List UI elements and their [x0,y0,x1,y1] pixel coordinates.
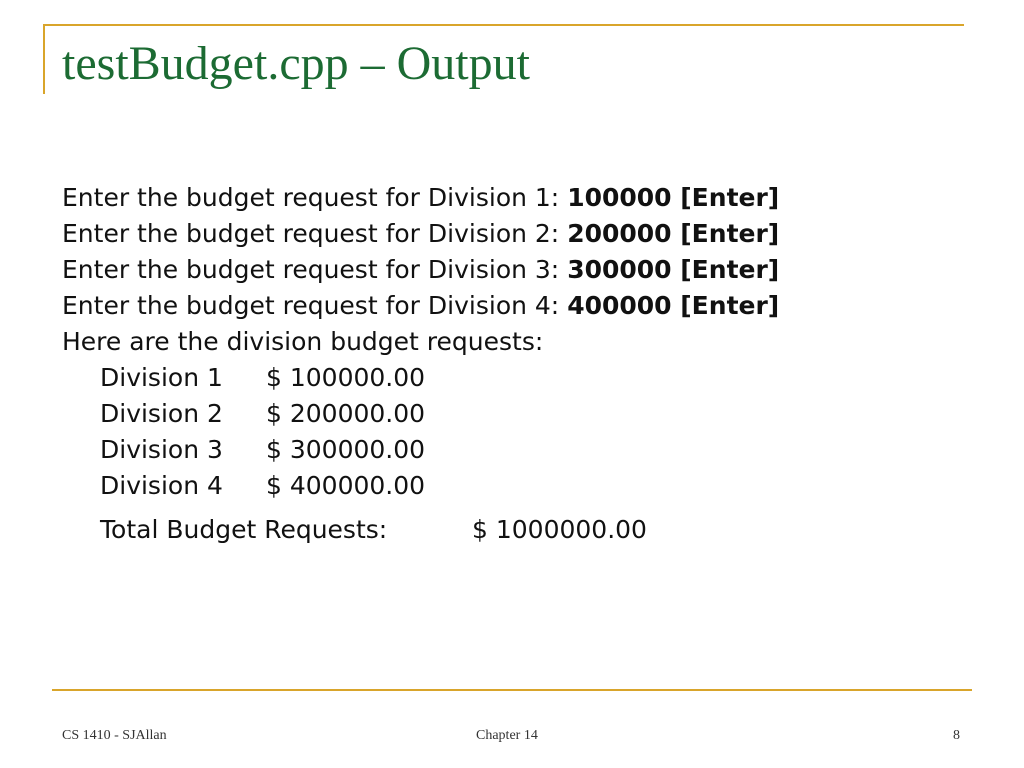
footer-chapter: Chapter 14 [476,728,538,743]
division-row [100,432,962,468]
prompt-line-1 [62,180,962,216]
division-row [100,468,962,504]
prompt-text: Enter the budget request for Division 4: [62,291,568,320]
division-row [100,360,962,396]
title-frame-left-rule [43,24,45,94]
prompt-line-3 [62,252,962,288]
user-input: 400000 [Enter] [567,291,780,320]
total-amount: $ 1000000.00 [472,515,647,544]
prompt-text: Enter the budget request for Division 2: [62,219,568,248]
slide-title: testBudget.cpp – Output [62,37,530,90]
division-label: Division 1 [100,363,223,392]
division-amount: $ 300000.00 [266,435,426,464]
division-amount: $ 400000.00 [266,471,426,500]
footer-rule [52,689,972,691]
prompt-line-2 [62,216,962,252]
prompt-text: Enter the budget request for Division 1: [62,183,568,212]
division-row [100,396,962,432]
page-number: 8 [953,728,960,743]
prompt-text: Enter the budget request for Division 3: [62,255,568,284]
division-label: Division 3 [100,435,223,464]
division-amount: $ 200000.00 [266,399,426,428]
division-amount: $ 100000.00 [266,363,426,392]
footer-course: CS 1410 - SJAllan [62,728,167,743]
division-list [100,360,962,504]
program-output [62,180,962,548]
user-input: 300000 [Enter] [567,255,780,284]
title-frame-top-rule [43,24,964,26]
division-label: Division 2 [100,399,223,428]
total-row [100,512,962,548]
summary-header: Here are the division budget requests: [62,327,544,356]
prompt-line-4 [62,288,962,324]
user-input: 200000 [Enter] [567,219,780,248]
division-label: Division 4 [100,471,223,500]
total-label: Total Budget Requests: [100,515,388,544]
user-input: 100000 [Enter] [567,183,780,212]
